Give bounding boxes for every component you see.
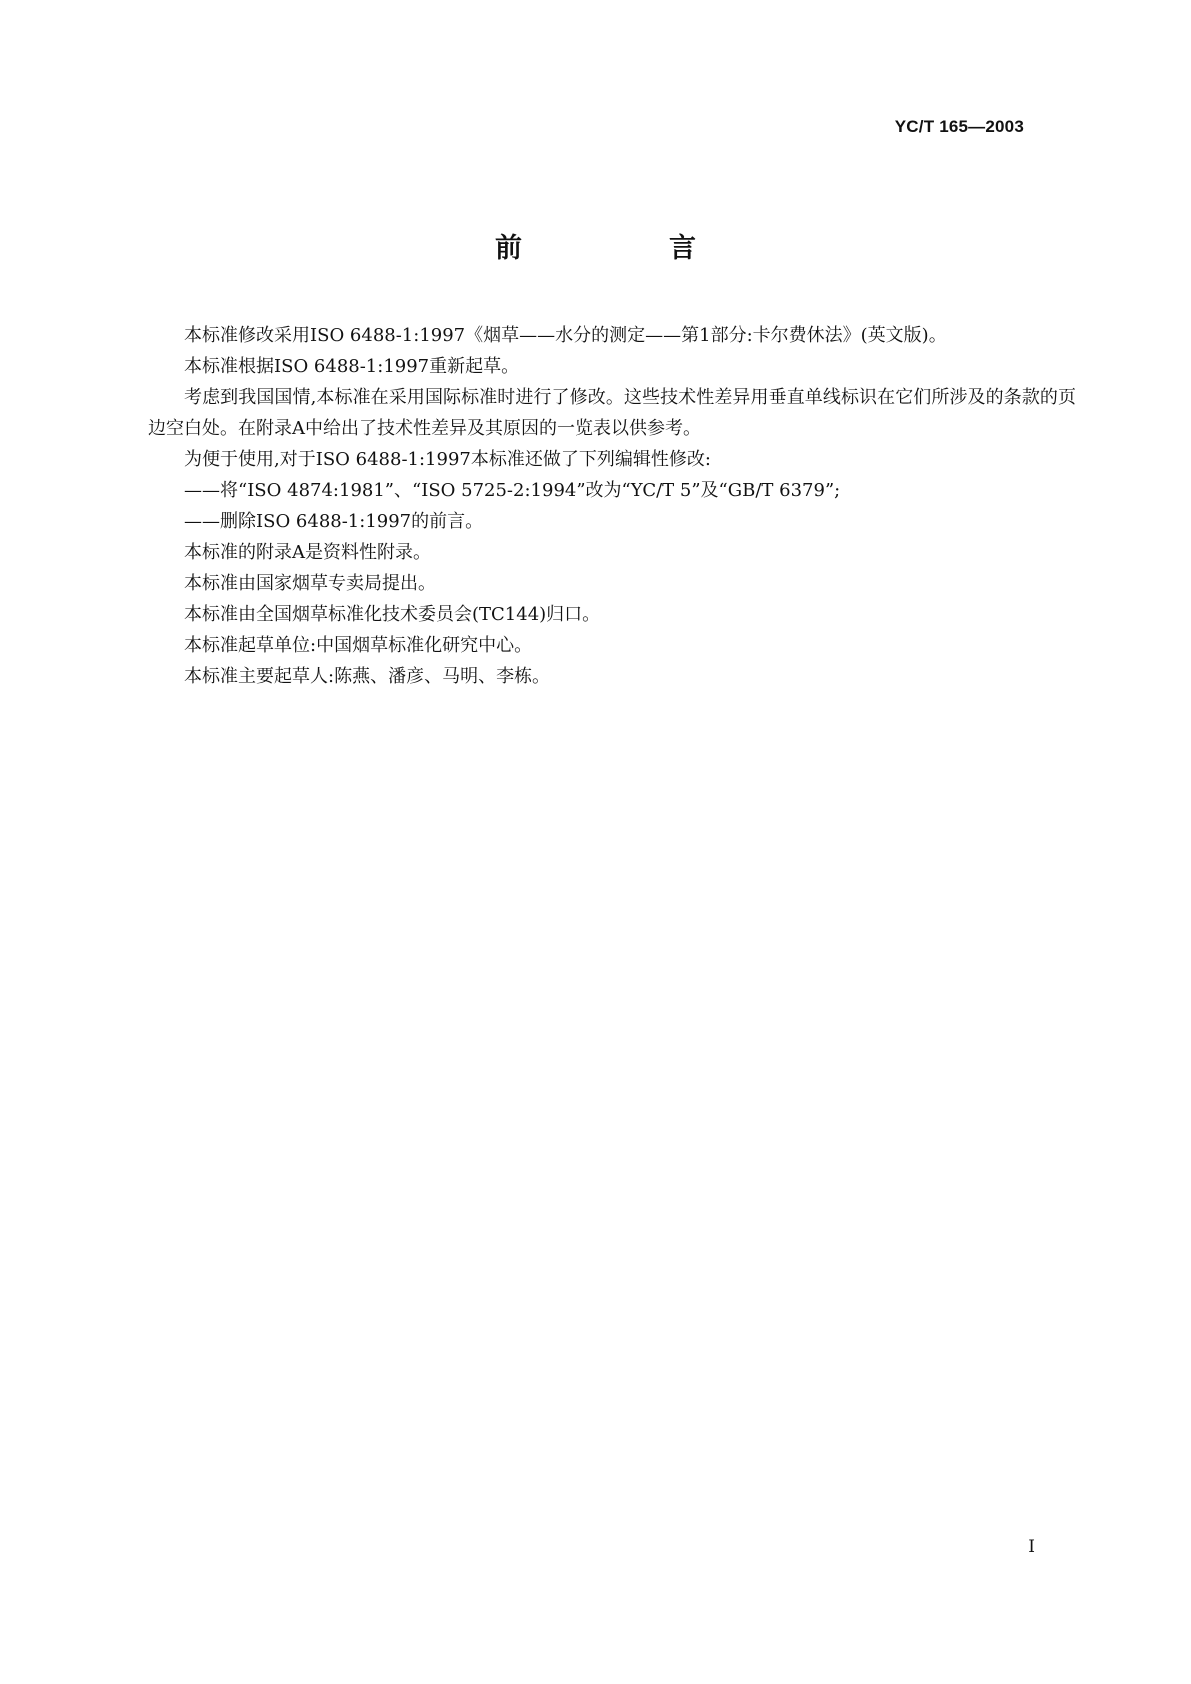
paragraph-editorial-item-2: ——删除ISO 6488-1:1997的前言。	[184, 511, 484, 532]
page-number: I	[1028, 1537, 1035, 1557]
paragraph-drafting-unit: 本标准起草单位:中国烟草标准化研究中心。	[184, 635, 533, 656]
page-title: 前 言	[495, 233, 756, 264]
standard-code: YC/T 165—2003	[894, 117, 1024, 136]
paragraph-technical-differences: 考虑到我国国情,本标准在采用国际标准时进行了修改。这些技术性差异用垂直单线标识在它们所涉及的条款的页边空白处。在附录A中给出了技术性差异及其原因的一览表以供参考。	[148, 387, 1076, 439]
paragraph-redraft: 本标准根据ISO 6488-1:1997重新起草。	[184, 356, 520, 377]
foreword-body	[148, 320, 1076, 692]
paragraph-editorial-item-1: ——将“ISO 4874:1981”、“ISO 5725-2:1994”改为“YC/T 5”及“GB/T 6379”;	[184, 480, 841, 501]
paragraph-centralized-by: 本标准由全国烟草标准化技术委员会(TC144)归口。	[184, 604, 601, 625]
paragraph-adoption: 本标准修改采用ISO 6488-1:1997《烟草——水分的测定——第1部分:卡尔费休法》(英文版)。	[184, 325, 947, 346]
paragraph-editorial-intro: 为便于使用,对于ISO 6488-1:1997本标准还做了下列编辑性修改:	[184, 449, 711, 470]
paragraph-drafters: 本标准主要起草人:陈燕、潘彦、马明、李栋。	[184, 666, 551, 687]
paragraph-annex: 本标准的附录A是资料性附录。	[184, 542, 431, 563]
paragraph-proposed-by: 本标准由国家烟草专卖局提出。	[184, 573, 436, 594]
